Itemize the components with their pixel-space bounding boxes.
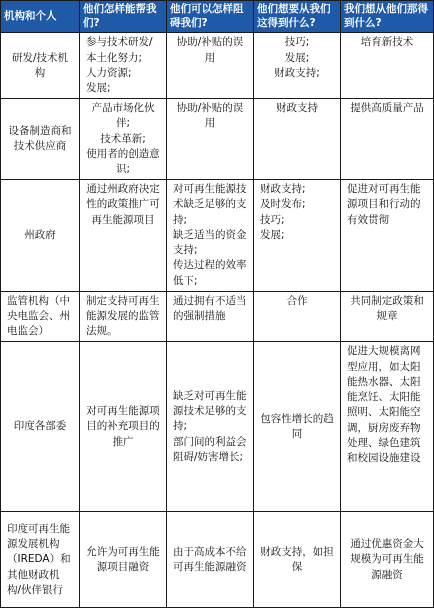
want-cell	[254, 291, 341, 342]
cell-line: 发展;	[86, 81, 111, 94]
hinder-cell	[167, 291, 254, 342]
hinder-cell	[167, 512, 254, 608]
cell-line: 缺乏适当的资金支持;	[173, 228, 247, 257]
stakeholder-cell	[1, 33, 80, 99]
header-stakeholder: 机构和个人	[1, 1, 80, 33]
cell-line: 设备制造商和技术供应商	[8, 124, 72, 153]
table-row	[1, 342, 434, 512]
cell-line: 及时发布;	[260, 198, 306, 211]
want-cell	[254, 33, 341, 99]
want-cell	[254, 342, 341, 512]
we-want-cell	[341, 342, 434, 512]
cell-line: 技巧;	[260, 213, 285, 226]
cell-line: 印度可再生能源发展机构（IREDA）和其他财政机构/伙伴银行	[7, 522, 71, 596]
header-how-hinder: 他们可以怎样阻碍我们?	[167, 1, 254, 33]
cell-line: 通过优惠资金大规模为可再生能源融资	[350, 538, 424, 581]
cell-line: 州政府	[24, 228, 56, 241]
cell-content	[170, 389, 250, 465]
stakeholder-cell	[1, 342, 80, 512]
we-want-cell	[341, 180, 434, 292]
help-cell	[80, 180, 167, 292]
cell-line: 参与技术研发/本土化努力;	[86, 36, 153, 64]
cell-content	[83, 35, 163, 96]
cell-content	[344, 35, 430, 50]
cell-content	[257, 545, 337, 575]
cell-content	[4, 51, 76, 81]
header-what-they-want: 他们想要从我们这得到什么?	[254, 1, 341, 33]
cell-line: 对可再生能源技术缺乏足够的支持;	[173, 183, 247, 226]
cell-line: 促进大规模离网型应用，如太阳能热水器、太阳能烹饪、太阳能照明、太阳能空调，厨房废弃物处理、绿色建筑和校园设施建设	[347, 345, 421, 464]
help-cell	[80, 512, 167, 608]
cell-line: 培育新技术	[360, 36, 414, 49]
cell-line: 对可再生能源项目的补充项目的推广	[86, 405, 160, 448]
stakeholder-cell	[1, 99, 80, 180]
header-how-help: 他们怎样能帮我们?	[80, 1, 167, 33]
table-row	[1, 291, 434, 342]
help-cell	[80, 291, 167, 342]
stakeholder-cell	[1, 512, 80, 608]
cell-line: 印度各部委	[13, 420, 67, 433]
cell-line: 协助/补贴的误用	[176, 102, 244, 130]
cell-content	[83, 294, 163, 340]
hinder-cell	[167, 180, 254, 292]
table-row	[1, 33, 434, 99]
cell-line: 技巧;	[284, 36, 310, 49]
help-cell	[80, 342, 167, 512]
cell-line: 协助/补贴的误用	[176, 36, 244, 64]
cell-line: 产品市场化伙伴;	[91, 102, 155, 130]
cell-content	[170, 101, 250, 131]
cell-line: 财政支持，如担保	[260, 545, 334, 573]
cell-line: 提供高质量产品	[350, 102, 424, 115]
cell-content	[344, 537, 430, 583]
table-row	[1, 180, 434, 292]
cell-content	[170, 182, 250, 289]
cell-line: 研发/技术机构	[11, 51, 69, 79]
cell-content	[170, 545, 250, 575]
we-want-cell	[341, 33, 434, 99]
cell-content	[170, 35, 250, 65]
cell-line: 通过拥有不适当的强制措施	[173, 294, 247, 322]
cell-content	[83, 182, 163, 228]
cell-content	[4, 294, 76, 340]
cell-content	[4, 522, 76, 598]
cell-line: 通过州政府决定性的政策推广可再生能源项目	[86, 183, 160, 226]
cell-content	[257, 294, 337, 309]
hinder-cell	[167, 33, 254, 99]
cell-content	[257, 101, 337, 116]
cell-content	[344, 294, 430, 324]
want-cell	[254, 180, 341, 292]
help-cell	[80, 99, 167, 180]
cell-content	[257, 412, 337, 442]
table-row	[1, 512, 434, 608]
we-want-cell	[341, 512, 434, 608]
cell-line: 财政支持;	[260, 183, 306, 196]
cell-content	[257, 182, 337, 243]
stakeholder-cell	[1, 180, 80, 292]
cell-line: 技术革新;	[100, 132, 146, 145]
cell-line: 合作	[286, 294, 308, 307]
cell-content	[170, 294, 250, 324]
cell-content	[344, 344, 430, 466]
cell-line: 发展;	[284, 51, 310, 64]
cell-content	[257, 35, 337, 81]
hinder-cell	[167, 342, 254, 512]
hinder-cell	[167, 99, 254, 180]
cell-line: 发展;	[260, 228, 285, 241]
want-cell	[254, 99, 341, 180]
cell-content	[4, 124, 76, 154]
cell-line: 财政支持;	[274, 66, 320, 79]
cell-content	[344, 182, 430, 228]
cell-content	[4, 419, 76, 434]
cell-line: 部门间的利益会阻碍/妨害增长;	[173, 435, 247, 463]
cell-line: 财政支持	[276, 102, 318, 115]
cell-line: 共同制定政策和规章	[350, 294, 424, 322]
we-want-cell	[341, 99, 434, 180]
cell-line: 传达过程的效率低下;	[173, 259, 247, 287]
cell-line: 缺乏对可再生能源技术足够的支持;	[173, 389, 247, 433]
cell-content	[344, 101, 430, 116]
cell-line: 包容性增长的趋同	[260, 412, 334, 440]
cell-line: 促进对可再生能源项目和行动的有效贯彻	[347, 183, 421, 226]
header-what-we-want: 我们想从他们那得到什么?	[341, 1, 434, 33]
cell-line: 由于高成本不给可再生能源融资	[173, 545, 247, 573]
cell-line: 监管机构（中央电监会、州电监会）	[7, 294, 70, 338]
stakeholder-cell	[1, 291, 80, 342]
cell-content	[83, 404, 163, 450]
cell-line: 制定支持可再生能源发展的监管法规。	[86, 294, 160, 338]
want-cell	[254, 512, 341, 608]
header-row	[1, 1, 434, 33]
cell-line: 允许为可再生能源项目融资	[86, 545, 160, 573]
cell-content	[83, 101, 163, 177]
we-want-cell	[341, 291, 434, 342]
cell-line: 使用者的创造意识;	[86, 147, 160, 176]
table-row	[1, 99, 434, 180]
help-cell	[80, 33, 167, 99]
cell-line: 人力资源;	[86, 66, 132, 79]
cell-content	[4, 228, 76, 243]
cell-content	[83, 545, 163, 575]
